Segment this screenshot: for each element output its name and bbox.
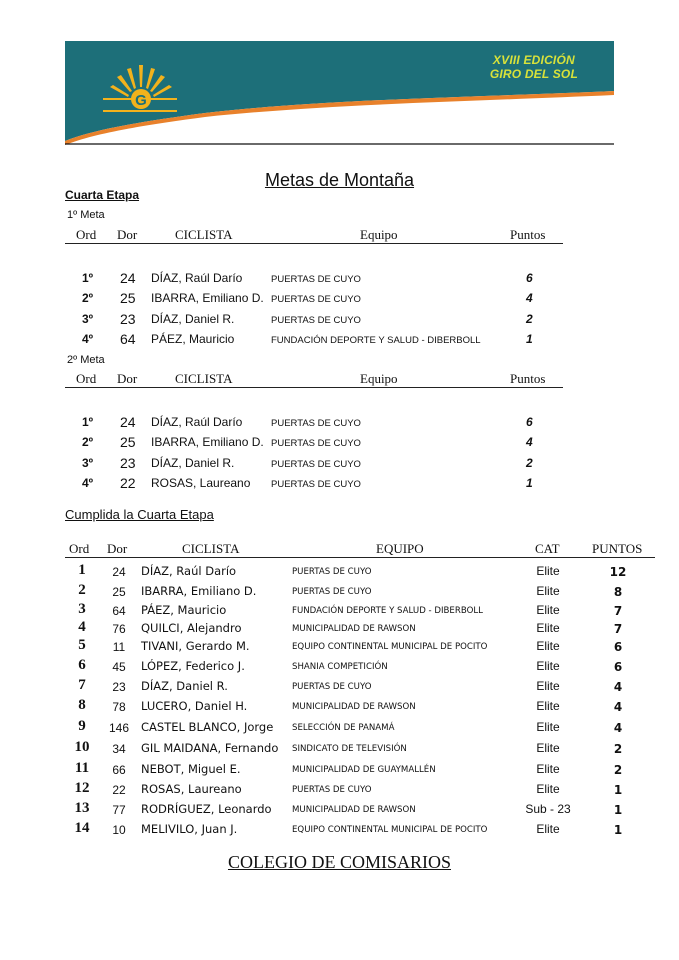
meta-2-header-ord: Ord (76, 371, 97, 386)
row-team: PUERTAS DE CUYO (292, 785, 372, 795)
row-ord: 1º (82, 415, 94, 429)
row-name: LÓPEZ, Federico J. (141, 659, 245, 673)
row-category: Elite (536, 822, 560, 836)
meta-1-header-rule (65, 243, 563, 244)
meta-2-header-equipo: Equipo (360, 371, 398, 386)
row-team: SHANIA COMPETICIÓN (292, 662, 388, 672)
row-name: CASTEL BLANCO, Jorge (141, 720, 274, 734)
meta-1-row (0, 270, 679, 290)
table-row (0, 637, 679, 657)
meta-2-header-dor: Dor (117, 371, 138, 386)
table-row (0, 697, 679, 717)
table-row (0, 601, 679, 621)
row-dor: 22 (120, 475, 136, 491)
row-ord: 13 (74, 800, 90, 816)
row-dor: 25 (120, 290, 136, 306)
row-team: MUNICIPALIDAD DE RAWSON (292, 624, 416, 634)
row-dor: 64 (112, 604, 126, 618)
meta-1-row (0, 331, 679, 351)
row-dor: 34 (112, 742, 126, 756)
meta-1-header-dor: Dor (117, 227, 138, 242)
row-points: 12 (609, 565, 627, 579)
row-category: Elite (536, 741, 560, 755)
row-dor: 23 (112, 680, 126, 694)
row-team: PUERTAS DE CUYO (292, 567, 372, 577)
row-category: Elite (536, 639, 560, 653)
table-row (0, 582, 679, 602)
row-points: 7 (613, 604, 623, 618)
banner-event-name: GIRO DEL SOL (489, 67, 578, 81)
row-team: SELECCIÓN DE PANAMÁ (292, 723, 395, 733)
row-team: PUERTAS DE CUYO (271, 479, 361, 490)
row-team: FUNDACIÓN DEPORTE Y SALUD - DIBERBOLL (271, 335, 481, 346)
row-team: EQUIPO CONTINENTAL MUNICIPAL DE POCITO (292, 825, 488, 835)
row-points: 1 (526, 332, 533, 346)
row-name: QUILCI, Alejandro (141, 621, 242, 635)
row-points: 6 (526, 271, 533, 285)
row-name: RODRÍGUEZ, Leonardo (141, 802, 272, 816)
meta-2-row (0, 434, 679, 454)
row-ord: 3º (82, 312, 94, 326)
meta-2-header-rule (65, 387, 563, 388)
row-dor: 25 (120, 434, 136, 450)
row-team: EQUIPO CONTINENTAL MUNICIPAL DE POCITO (292, 642, 488, 652)
meta-2-row (0, 414, 679, 434)
row-name: IBARRA, Emiliano D. (151, 435, 264, 449)
row-name: PÁEZ, Mauricio (151, 332, 235, 346)
row-dor: 76 (112, 622, 126, 636)
summary-header-ord: Ord (69, 541, 90, 556)
table-row (0, 739, 679, 759)
summary-heading: Cumplida la Cuarta Etapa (65, 507, 214, 522)
row-dor: 23 (120, 455, 136, 471)
row-name: LUCERO, Daniel H. (141, 699, 248, 713)
row-name: IBARRA, Emiliano D. (151, 291, 264, 305)
meta-2-header-puntos: Puntos (510, 371, 546, 386)
row-name: GIL MAIDANA, Fernando (141, 741, 279, 755)
row-points: 4 (526, 291, 533, 305)
table-row (0, 760, 679, 780)
row-ord: 2 (78, 582, 86, 598)
row-points: 2 (526, 312, 533, 326)
row-category: Elite (536, 699, 560, 713)
row-points: 8 (613, 585, 623, 599)
row-ord: 2º (82, 435, 94, 449)
row-name: MELIVILO, Juan J. (141, 822, 238, 836)
summary-header-rule (65, 557, 655, 558)
meta-1-header-ord: Ord (76, 227, 97, 242)
row-ord: 4 (78, 619, 86, 635)
row-points: 1 (613, 783, 623, 797)
row-category: Elite (536, 621, 560, 635)
meta-1-row (0, 290, 679, 310)
meta-2-header-ciclista: CICLISTA (175, 371, 233, 386)
row-points: 2 (613, 742, 623, 756)
row-category: Elite (536, 720, 560, 734)
row-dor: 24 (120, 414, 136, 430)
meta-1-header-ciclista: CICLISTA (175, 227, 233, 242)
row-team: PUERTAS DE CUYO (271, 315, 361, 326)
row-ord: 5 (78, 637, 86, 653)
row-team: PUERTAS DE CUYO (292, 682, 372, 692)
row-dor: 64 (120, 331, 136, 347)
summary-header-cat: CAT (535, 541, 560, 556)
row-category: Elite (536, 603, 560, 617)
row-team: PUERTAS DE CUYO (271, 418, 361, 429)
table-row (0, 780, 679, 800)
row-points: 1 (613, 823, 623, 837)
table-row (0, 657, 679, 677)
row-dor: 22 (112, 783, 126, 797)
row-team: PUERTAS DE CUYO (271, 294, 361, 305)
meta-2-label: 2º Meta (67, 354, 105, 366)
row-category: Elite (536, 564, 560, 578)
row-ord: 2º (82, 291, 94, 305)
row-team: SINDICATO DE TELEVISIÓN (292, 744, 407, 754)
footer-signature: COLEGIO DE COMISARIOS (227, 852, 451, 872)
row-ord: 3 (78, 601, 86, 617)
row-points: 6 (526, 415, 533, 429)
table-row (0, 677, 679, 697)
row-name: DÍAZ, Daniel R. (141, 679, 228, 693)
row-name: DÍAZ, Daniel R. (151, 456, 235, 470)
row-category: Elite (536, 659, 560, 673)
row-points: 4 (613, 680, 623, 694)
row-category: Sub - 23 (525, 802, 571, 816)
row-ord: 9 (78, 718, 86, 734)
row-ord: 8 (78, 697, 86, 713)
meta-1-label: 1º Meta (67, 209, 105, 221)
row-name: DÍAZ, Raúl Darío (151, 271, 243, 285)
row-ord: 1 (78, 562, 86, 578)
row-team: FUNDACIÓN DEPORTE Y SALUD - DIBERBOLL (292, 606, 483, 616)
row-dor: 11 (112, 640, 126, 654)
meta-1-header-equipo: Equipo (360, 227, 398, 242)
meta-1-header-puntos: Puntos (510, 227, 546, 242)
meta-2-row (0, 475, 679, 495)
row-ord: 6 (78, 657, 86, 673)
row-points: 1 (526, 476, 533, 490)
row-category: Elite (536, 782, 560, 796)
page-title: Metas de Montaña (264, 170, 415, 190)
row-name: DÍAZ, Raúl Darío (141, 564, 237, 578)
row-category: Elite (536, 584, 560, 598)
row-category: Elite (536, 679, 560, 693)
row-dor: 146 (108, 721, 130, 735)
row-team: MUNICIPALIDAD DE RAWSON (292, 702, 416, 712)
banner-edition: XVIII EDICIÓN (492, 53, 575, 67)
row-name: NEBOT, Miguel E. (141, 762, 241, 776)
row-dor: 23 (120, 311, 136, 327)
row-dor: 78 (112, 700, 126, 714)
summary-header-ciclista: CICLISTA (182, 541, 240, 556)
row-team: MUNICIPALIDAD DE RAWSON (292, 805, 416, 815)
row-dor: 77 (112, 803, 126, 817)
table-row (0, 562, 679, 582)
row-name: PÁEZ, Mauricio (141, 603, 227, 617)
stage-heading: Cuarta Etapa (65, 188, 140, 202)
row-name: TIVANI, Gerardo M. (141, 639, 250, 653)
table-row (0, 800, 679, 820)
row-points: 4 (613, 721, 623, 735)
row-ord: 7 (78, 677, 86, 693)
row-name: ROSAS, Laureano (141, 782, 242, 796)
row-name: ROSAS, Laureano (151, 476, 251, 490)
table-row (0, 718, 679, 738)
table-row (0, 820, 679, 840)
row-points: 1 (613, 803, 623, 817)
row-points: 6 (613, 640, 623, 654)
row-ord: 10 (74, 739, 90, 755)
row-points: 4 (526, 435, 533, 449)
meta-1-row (0, 311, 679, 331)
summary-header-puntos: PUNTOS (592, 541, 643, 556)
row-ord: 1º (82, 271, 94, 285)
row-dor: 10 (112, 823, 126, 837)
header-banner (65, 41, 614, 145)
row-team: PUERTAS DE CUYO (271, 438, 361, 449)
row-ord: 3º (82, 456, 94, 470)
row-dor: 66 (112, 763, 126, 777)
row-points: 6 (613, 660, 623, 674)
summary-header-dor: Dor (107, 541, 128, 556)
giro-del-sol-logo (95, 55, 185, 125)
summary-header-equipo: EQUIPO (376, 541, 424, 556)
row-dor: 24 (112, 565, 126, 579)
logo-letter: G (135, 92, 147, 109)
row-name: IBARRA, Emiliano D. (141, 584, 257, 598)
row-points: 2 (526, 456, 533, 470)
row-points: 2 (613, 763, 623, 777)
row-name: DÍAZ, Daniel R. (151, 312, 235, 326)
row-ord: 4º (82, 476, 94, 490)
meta-2-row (0, 455, 679, 475)
row-dor: 25 (112, 585, 126, 599)
row-ord: 12 (74, 780, 90, 796)
row-name: DÍAZ, Raúl Darío (151, 415, 243, 429)
banner-title (490, 53, 578, 81)
row-dor: 24 (120, 270, 136, 286)
row-team: PUERTAS DE CUYO (271, 274, 361, 285)
row-team: PUERTAS DE CUYO (292, 587, 372, 597)
row-ord: 11 (74, 760, 90, 776)
row-ord: 4º (82, 332, 94, 346)
row-dor: 45 (112, 660, 126, 674)
row-team: PUERTAS DE CUYO (271, 459, 361, 470)
row-points: 7 (613, 622, 623, 636)
table-row (0, 619, 679, 639)
row-ord: 14 (74, 820, 90, 836)
row-category: Elite (536, 762, 560, 776)
row-points: 4 (613, 700, 623, 714)
row-team: MUNICIPALIDAD DE GUAYMALLÉN (292, 765, 436, 775)
